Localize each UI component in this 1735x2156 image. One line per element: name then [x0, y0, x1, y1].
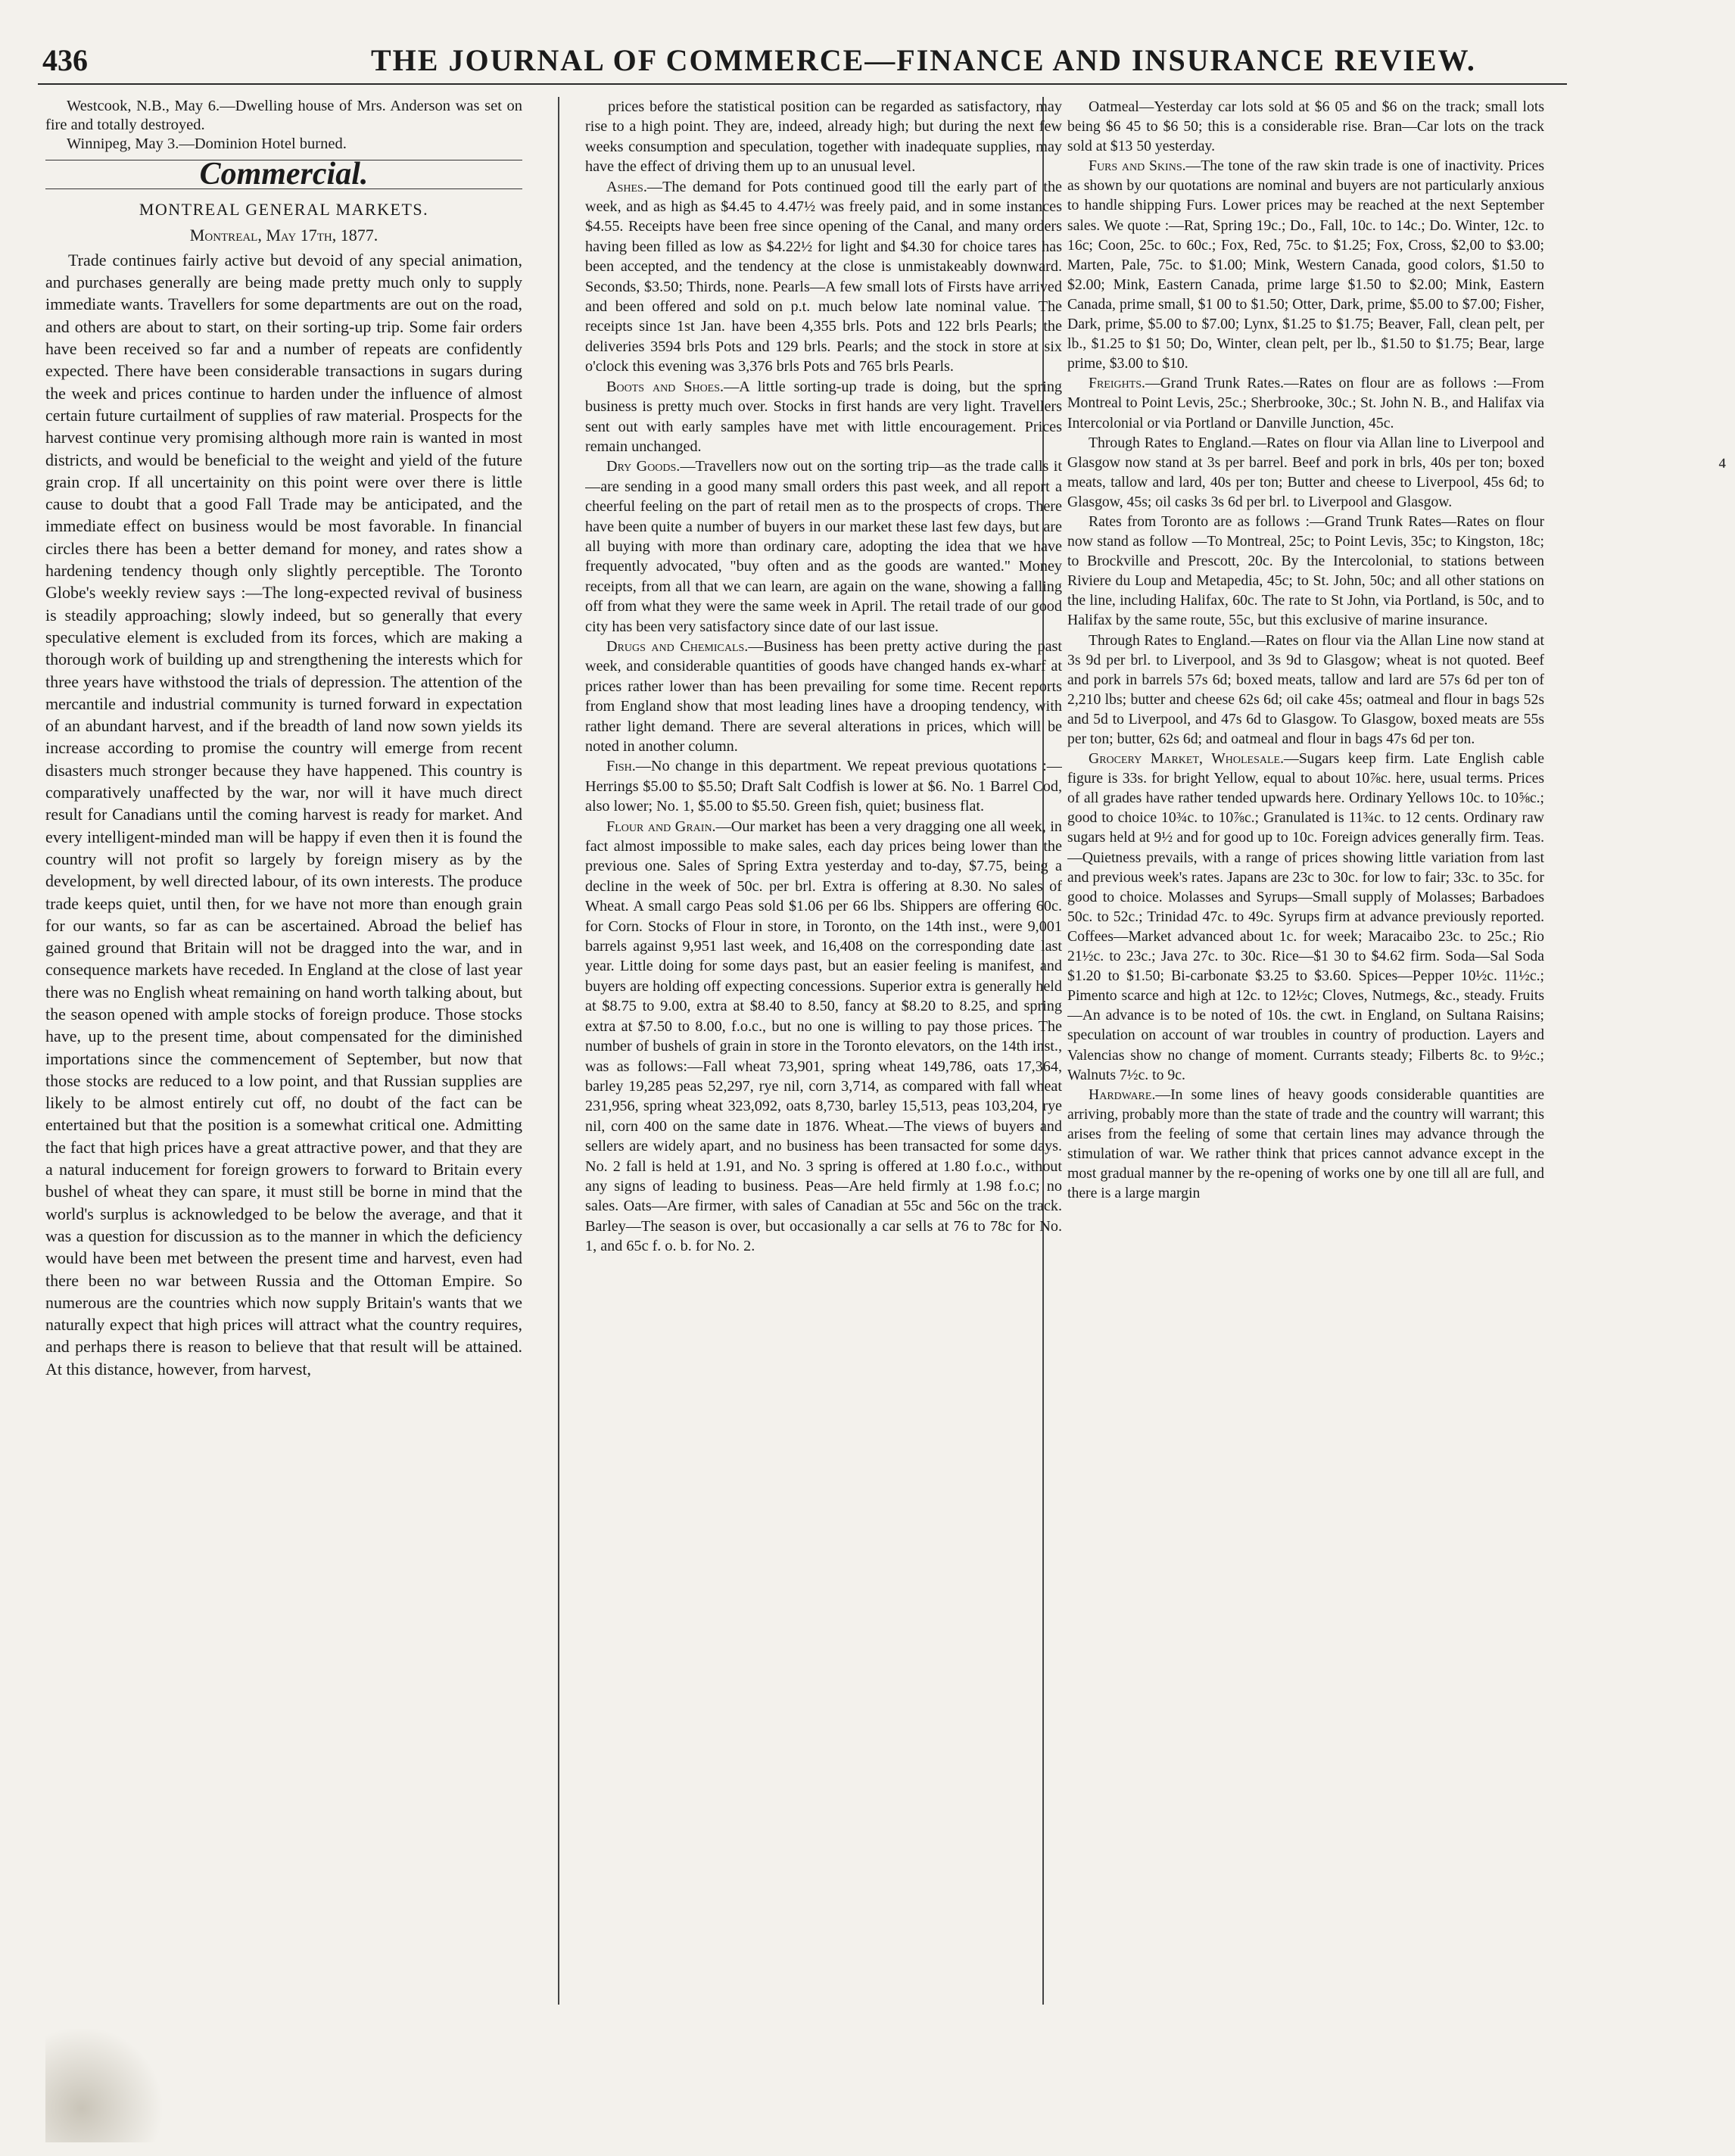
news-briefs — [45, 97, 522, 154]
article-title: MONTREAL GENERAL MARKETS. — [139, 200, 429, 220]
item-label: Grocery Market, Wholesale. — [1089, 750, 1285, 768]
market-item-toronto-rates: Rates from Toronto are as follows :—Grand Trunk Rates—Rates on flour now stand as follow —To Montreal, 25c; to Point Levis, 35c; to Kingston, 18c; to Brockville and Prescott, 20c. By the Intercolonial, to stations between Riviere du Loup and Metapedia, 45c; to St. John, 50c; and all other stations on the line, including Halifax, 60c. The rate to St John, via Portland, is 50c, and to Halifax by the same route, 55c, but this exclusive of marine insurance. — [1067, 513, 1544, 629]
market-item-ashes — [585, 177, 1062, 377]
item-text: —Business has been pretty active during the past week, and considerable quantities of goods have changed hands ex-wharf at prices rather lower than has been prevailing for some time. Recent reports from England show that most leading lines have a drooping tendency, with rather light demand. There are several alterations in prices, which will be noted in another column. — [585, 637, 1062, 755]
item-label: Dry Goods. — [606, 458, 681, 475]
market-item-freights — [1067, 373, 1544, 432]
item-text: —A little sorting-up trade is doing, but the spring business is pretty much over. Stocks in first hands are very light. Travellers sent out with early samples have met with little encouragement. Prices remain unchanged. — [585, 378, 1062, 455]
market-item-hardware — [1067, 1085, 1544, 1204]
market-item-grocery — [1067, 749, 1544, 1085]
item-text: —The tone of the raw skin trade is one of inactivity. Prices as shown by our quotations are nominal and buyers are not particularly anxious to handle shipping Furs. Lower prices may be reached at the next September sales. We quote :—Rat, Spring 19c.; Do., Fall, 10c. to 14c.; Do. Winter, 12c. to 16c; Coon, 25c. to 60c.; Fox, Red, 75c. to $1.25; Fox, Cross, $2,00 to $3.00; Marten, Pale, 75c. to $1.00; Mink, Western Canada, good colors, $1.50 to $2.00; Mink, Eastern Canada, prime large $1.50 to $2.00; Mink, Eastern Canada, prime small, $1 00 to $1.50; Otter, Dark, prime, $5.00 to $7.00; Fisher, Dark, prime, $5.00 to $7.00; Lynx, $1.25 to $1.75; Beaver, Fall, clean pelt, per lb., $1.25 to $1 50; Do, Winter, clean pelt, per lb., $1.50 to $1.75; Bear, large prime, $3.00 to $10. — [1067, 157, 1544, 372]
item-text: —In some lines of heavy goods considerable quantities are arriving, probably more than the state of trade and the country will warrant; this arises from the feeling of some that certain lines may advance through the stimulation of war. We rather think that prices cannot advance except in the most gradual manner by the re-opening of works one by one till all are full, and there is a large margin — [1067, 1086, 1544, 1202]
item-text: —No change in this department. We repeat previous quotations :—Herrings $5.00 to $5.50; Draft Salt Codfish is lower at $6. No. 1 Barrel Cod, also lower; No. 1, $5.00 to $5.50. Green fish, quiet; business flat. — [585, 758, 1062, 815]
item-label: Drugs and Chemicals. — [606, 637, 749, 655]
item-label: Boots and Shoes. — [606, 378, 724, 395]
article-paragraph: Trade continues fairly active but devoid of any special animation, and purchases generally are being made pretty much only to supply immediate wants. Travellers for some departments are out on the road, and others are about to start, on their sorting-up trip. Some fair orders have been received so far and a number of repeats are confidently expected. There have been considerable transactions in sugars during the week and prices continue to harden under the influence of almost certain future curtailment of supplies of raw material. Prospects for the harvest continue very promising although more rain is wanted in most districts, and would be beneficial to the weight and yield of the future grain crop. If all uncertainity on this point were over there is little cause to doubt that a good Fall Trade may be anticipated, and the immediate effect on business would be most favorable. In financial circles there has been a better demand for money, and rates show a hardening tendency though only slightly perceptible. The Toronto Globe's weekly review says :—The long-expected revival of business is steadily approaching; slowly indeed, but so generally that every speculative element is excluded from its forces, which are making a thorough work of building up and strengthening the interests which for three years have withstood the trials of depression. The attention of the mercantile and industrial community is turned forward in expectation of an abundant harvest, and if the breadth of land now sown yields its increase according to promise the country will emerge from recent disasters much stronger because they have happened. This country is comparatively unaffected by the war, nor will it have much direct result for Canadians until the coming harvest is ready for market. And every intelligent-minded man will be happy if even then it is found the country will not profit so largely by foreign misery as by the development, by well directed labour, of its own interests. The produce trade keeps quiet, until then, for we have not more than enough grain for our wants, so far as can be ascertained. Abroad the belief has gained ground that Britain will not be dragged into the war, and in consequence markets have receded. In England at the close of last year there was no English wheat remaining on hand worth talking about, but the season opened with ample stocks of foreign produce. Those stocks have, up to the present time, about compensated for the diminished importations since the commencement of September, but now that those stocks are reduced to a low point, and that Russian supplies are likely to be almost entirely cut off, no doubt of the fact can be entertained but that the position is a somewhat critical one. Admitting the fact that high prices have a great attractive power, and that they are a natural inducement for foreign growers to forward to Britain every bushel of wheat they can spare, it must still be borne in mind that the world's surplus is acknowledged to be below the average, and that it was a question for discussion as to the manner in which the deficiency would have been met between the present time and harvest, even had there been no war between Russia and the Ottoman Empire. So numerous are the countries which now supply Britain's wants that we naturally expect that high prices will attract what the country requires, and perhaps there is reason to believe that that result will be attained. At this distance, however, from harvest, — [45, 250, 522, 1379]
market-item-fish — [585, 756, 1062, 816]
item-text: —Travellers now out on the sorting trip—as the trade calls it—are sending in a good many small orders this past week, and all report a cheerful feeling on the part of retail men as to the prospects of crops. There have been quite a number of buyers in our market these last few days, but are all buying with more than ordinary care, adopting the idea that we have frequently advocated, "buy often and as the goods are wanted." Money receipts, from all that we can learn, are again on the wane, showing a falling off from what they were the same week in April. The retail trade of our good city has been very satisfactory since date of our last issue. — [585, 458, 1062, 635]
running-title: THE JOURNAL OF COMMERCE—FINANCE AND INSURANCE REVIEW. — [371, 43, 1476, 77]
item-text: —Grand Trunk Rates.—Rates on flour are as follows :—From Montreal to Point Levis, 25c.; Sherbrooke, 30c.; St. John N. B., and Halifax via Intercolonial or via Portland or Danville Junction, 45c. — [1067, 375, 1544, 432]
article-continuation: prices before the statistical position can be regarded as satisfactory, may rise to a high point. They are, indeed, already high; but during the next few weeks consumption and speculation, together with inadequate supplies, may have the effect of driving them up to an unusual level. — [585, 98, 1062, 176]
brief-westcook: Westcook, N.B., May 6.—Dwelling house of Mrs. Anderson was set on fire and totally destroyed. — [45, 98, 522, 133]
market-item-through-rates-2: Through Rates to England.—Rates on flour via the Allan Line now stand at 3s 9d per brl. to Liverpool, and 3s 9d to Glasgow; wheat is not quoted. Beef and pork in barrels 57s 6d; boxed meats, tallow and lard are 57s 6d per ton of 2,210 lbs; butter and cheese 62s 6d; oil cake 45s; oatmeal and flour in bags 52s and 5d to Liverpool, and 47s 6d to Glasgow. To Glasgow, boxed meats are 55s per ton; butter, 62s 6d; and oatmeal and flour in bags 47s 6d per ton. — [1067, 631, 1544, 747]
market-item-boots — [585, 377, 1062, 457]
section-title: Commercial. — [45, 160, 522, 189]
page-header — [38, 38, 1567, 85]
brief-winnipeg: Winnipeg, May 3.—Dominion Hotel burned. — [67, 136, 347, 152]
column-divider — [558, 97, 559, 2005]
dateline: Montreal, May 17th, 1877. — [189, 225, 378, 245]
market-item-through-rates: Through Rates to England.—Rates on flour via Allan line to Liverpool and Glasgow now stand at 3s per barrel. Beef and pork in brls, 40s per ton; boxed meats, tallow and lard, 40s per ton; Butter and cheese to Liverpool, 45s 6d; to Glasgow, 45s; oil casks 3s 6d per brl. to Liverpool and Glasgow. — [1067, 434, 1544, 510]
margin-mark: ⁴ — [1718, 454, 1727, 479]
item-label: Ashes. — [606, 178, 647, 195]
page-number: 436 — [42, 43, 88, 77]
scan-smudge — [45, 2029, 167, 2142]
item-label: Flour and Grain. — [606, 818, 716, 835]
column-left — [45, 97, 522, 2050]
market-item-dry-goods — [585, 456, 1062, 637]
market-item-furs — [1067, 156, 1544, 373]
item-label: Hardware. — [1089, 1086, 1156, 1103]
item-text: —Sugars keep firm. Late English cable figure is 33s. for bright Yellow, equal to about 10⅞c. here, usual terms. Prices of all grades have rather tended upwards here. Ordinary Yellows 10c. to 10⅝c.; good to choice 10¾c. to 10⅞c.; Granulated is 11¾c. to 12 cents. Ordinary raw sugars held at 9½ and for good up to 10c. Foreign advices generally firm. Teas.—Quietness prevails, with a range of prices showing little variation from last and previous week's rates. Japans are 23c to 30c. for low to fair; 33c. to 35c. for good to choice. Molasses and Syrups—Small supply of Molasses; Barbadoes 50c. to 52c.; Trinidad 47c. to 49c. Syrups firm at advance previously reported. Coffees—Market advanced about 1c. for week; Maracaibo 23c. to 25c.; Rio 21½c. to 23c.; Java 27c. to 30c. Rice—$1 30 to $4.62 firm. Soda—Sal Soda $1.20 to $1.50; Bi-carbonate $3.25 to $3.60. Spices—Pepper 10½c. 11½c.; Pimento scarce and high at 12c. to 12½c; Cloves, Nutmegs, &c., steady. Fruits—An advance is to be noted of 10s. the cwt. in England, on Sultana Raisins; speculation on account of war troubles in country of production. Layers and Valencias show no change of moment. Currants steady; Filberts 8c. to 9½c.; Walnuts 7½c. to 9c. — [1067, 750, 1544, 1083]
column-middle — [585, 97, 1062, 2088]
column-right — [1067, 97, 1544, 2095]
item-text: —The demand for Pots continued good till the early part of the week, and as high as $4.45 to 4.47½ was freely paid, and in some instances $4.55. Receipts have been free since opening of the Canal, and many orders having been filled as low as $4.22½ for light and $4.30 for choice tares has been accepted, and the tendency at the close is unmistakeably downward. Seconds, $3.50; Thirds, none. Pearls—A few small lots of Firsts have arrived and been offered and sold on p.t. much below late nominal value. The receipts since 1st Jan. have been 4,355 brls. Pots and 122 brls Pearls; the deliveries 3594 brls Pots and 129 brls. Pearls; and the stock in store at six o'clock this evening was 3,376 brls Pots and 765 brls Pearls. — [585, 178, 1062, 375]
market-item-drugs — [585, 637, 1062, 756]
item-label: Furs and Skins. — [1089, 157, 1186, 175]
item-text: —Our market has been a very dragging one all week, in fact almost impossible to make sales, each day prices being lower than the previous one. Sales of Spring Extra yesterday and to-day, $7.75, being a decline in the week of 50c. per brl. Extra is offering at 8.30. No sales of Wheat. A small cargo Peas sold $1.06 per 66 lbs. Shippers are offering 60c. for Corn. Stocks of Flour in store, in Toronto, on the 14th inst., were 9,001 barrels against 9,951 last week, and 16,408 on the corresponding date last year. Little doing for some days past, but an easier feeling is manifest, and buyers are holding off expecting concessions. Superior extra is generally held at $8.75 to 9.00, extra at $8.40 to 8.50, fancy at $8.20 to 8.25, and spring extra at $7.50 to 8.00, f.o.c., but no one is willing to pay those prices. The number of bushels of grain in store in the Toronto elevators, on the 14th inst., was as follows:—Fall wheat 73,901, spring wheat 149,786, oats 17,364, barley 19,285 peas 52,297, rye nil, corn 3,714, as compared with fall wheat 231,956, spring wheat 323,092, oats 8,730, barley 15,513, peas 103,204, rye nil, corn 400 on the same date in 1876. Wheat.—The views of buyers and sellers are widely apart, and no business has been transacted for some days. No. 2 fall is held at 1.91, and No. 3 spring is offered at 1.80 f.o.c., without any signs of leading to business. Peas—Are held firmly at 1.98 f.o.c; no sales. Oats—Are firmer, with sales of Canadian at 55c and 56c on the track. Barley—The season is over, but occasionally a car sells at 76 to 78c for No. 1, and 65c f. o. b. for No. 2. — [585, 818, 1062, 1255]
item-label: Fish. — [606, 758, 636, 775]
item-label: Freights. — [1089, 375, 1145, 392]
market-item-flour — [585, 817, 1062, 1257]
market-item-oatmeal: Oatmeal—Yesterday car lots sold at $6 05 and $6 on the track; small lots being $6 45 to $6 50; this is a considerable rise. Bran—Car lots on the track sold at $13 50 yesterday. — [1067, 98, 1544, 155]
